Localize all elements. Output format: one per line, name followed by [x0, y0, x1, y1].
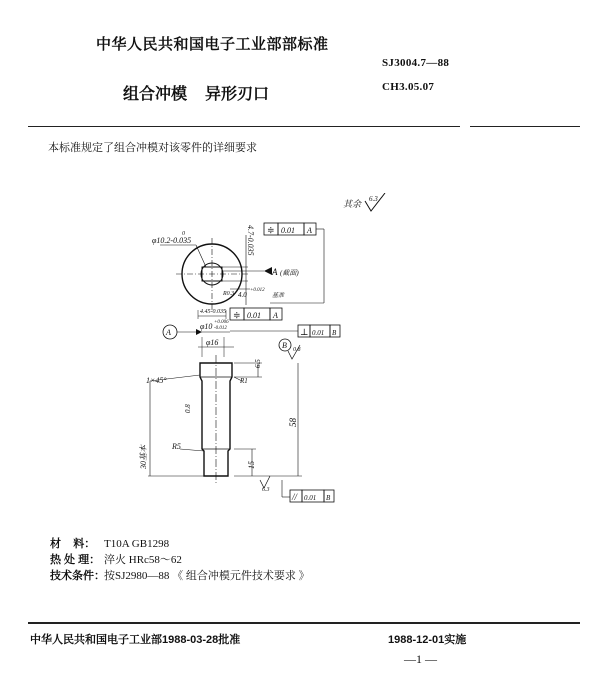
header-rule-right [470, 126, 580, 127]
dim-head-dia: φ16 [206, 338, 219, 347]
section-note: (截面) [280, 269, 299, 277]
dim-top-dia: φ10.2-0.035 [152, 236, 192, 245]
dim-small-text1: R0.3 [223, 291, 235, 297]
spec-value: 淬火 HRc58～62 [104, 554, 182, 566]
tol-perp-ref: B [332, 329, 337, 337]
section-arrow-icon [264, 267, 272, 275]
symmetry-icon: ≑ [267, 225, 275, 235]
perpendicularity-icon: ⊥ [300, 327, 309, 337]
section-label: A [272, 267, 278, 277]
top-view [152, 223, 324, 320]
dim-r5: R5 [172, 442, 181, 451]
roughness-note-label: 其余 [343, 199, 362, 209]
standard-number: SJ3004.7—88 [382, 57, 450, 69]
technical-drawing [130, 205, 460, 510]
spec-label: 热 处 理： [50, 554, 101, 566]
spec-label: 技术条件： [50, 570, 105, 582]
side-view [139, 320, 340, 502]
datum-a-label: A [166, 328, 171, 337]
dim-445: 4.45-0.035 [200, 309, 226, 315]
tol-ref-top: A [307, 226, 312, 235]
tol-par-ref: B [326, 494, 331, 502]
spec-value: 按SJ2980—88 《 组合冲模元件技术要求 》 [104, 570, 310, 582]
header-rule [28, 126, 460, 127]
dim-top-dia-tol: 0 [182, 231, 185, 237]
footer-rule [28, 622, 580, 624]
spec-value: T10A GB1298 [104, 538, 170, 550]
title-main: 组合冲模 [123, 86, 188, 103]
roughness-value: 6.3 [369, 195, 379, 203]
approval-date: 中华人民共和国电子工业部1988-03-28批准 [30, 634, 241, 646]
dim-30: 30基本 [139, 445, 148, 469]
spec-list [50, 536, 310, 584]
title-sub: 异形刃口 [205, 86, 270, 103]
dim-15: 15 [247, 461, 256, 469]
leader-top-dia-2 [196, 245, 206, 267]
intro-text: 本标准规定了组合冲模对该零件的详细要求 [48, 142, 257, 154]
document-title [123, 81, 269, 104]
spec-row-material [50, 536, 310, 552]
r5-leader [180, 449, 204, 451]
classification-code: CH3.05.07 [382, 81, 435, 93]
dim-65: 6.5 [254, 359, 262, 368]
dim-small-text3: 基准 [272, 293, 285, 299]
parallelism-icon: // [292, 492, 298, 502]
spec-label: 材 料： [50, 538, 96, 550]
roughness-c: 6.3 [262, 487, 270, 493]
spec-row-technical-conditions [50, 568, 310, 584]
datum-b-label: B [282, 341, 287, 350]
tol-sym-top: 0.01 [281, 226, 295, 235]
dim-47: 4.7-0.035 [246, 225, 255, 256]
roughness-b: 0.8 [293, 347, 301, 353]
dim-small-text2: 4.0 [238, 291, 247, 299]
dim-58: 58 [288, 418, 298, 427]
effective-date: 1988-12-01实施 [388, 634, 467, 646]
tol-sym-mid: 0.01 [247, 311, 261, 320]
dim-shank-dia: φ10 [200, 322, 213, 331]
dim-small-tol: +0.012 [250, 288, 265, 293]
tol-ref-mid: A [273, 311, 278, 320]
dim-08: 0.8 [184, 404, 192, 413]
fillet: R1 [240, 377, 248, 385]
tol-par-val: 0.01 [304, 494, 317, 502]
page-number: —1 — [404, 652, 437, 666]
dim-shank-tol-up: +0.006 [214, 320, 229, 325]
symmetry-icon-2: ≑ [233, 310, 241, 320]
spec-row-heat-treatment [50, 552, 310, 568]
dim-shank-tol-low: -0.012 [214, 326, 227, 331]
chamfer: 1×45° [146, 376, 167, 385]
tol-perp-val: 0.01 [312, 329, 325, 337]
issuing-authority: 中华人民共和国电子工业部部标准 [96, 36, 329, 53]
